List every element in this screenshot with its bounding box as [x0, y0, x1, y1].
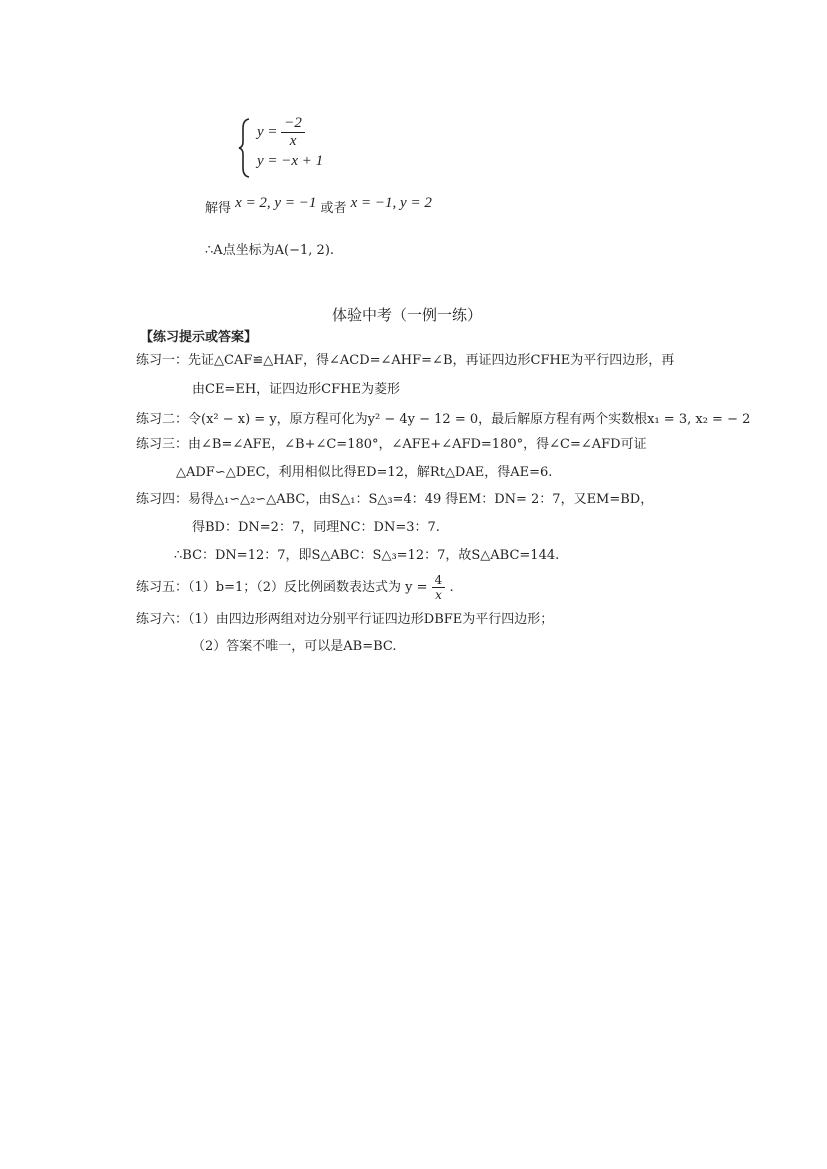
exercise-6-line-2: （2）答案不唯一，可以是AB=BC. [192, 639, 397, 654]
exercise-5-suffix: . [449, 580, 454, 595]
hints-heading: 【练习提示或答案】 [140, 330, 258, 345]
exercise-4-line-3: ∴BC：DN=12：7，即S△ABC：S△₃=12：7，故S△ABC=144. [174, 548, 560, 563]
exercise-3-line-2: △ADF∽△DEC，利用相似比得ED=12，解Rt△DAE，得AE=6. [176, 465, 553, 480]
exercise-5-fraction [432, 574, 446, 601]
exercise-2-line-1: 练习二：令(x² − x) = y，原方程可化为y² − 4y − 12 = 0，最后解原方程有两个实数根x₁ = 3, x₂ = − 2 [136, 412, 751, 427]
exercise-1-line-1: 练习一：先证△CAF≌△HAF，得∠ACD=∠AHF=∠B，再证四边形CFHE为平行四边形，再 [136, 353, 675, 368]
exercise-5-prefix: 练习五：（1）b=1；（2）反比例函数表达式为 y = [136, 580, 428, 595]
exercise-6-line-1: 练习六：（1）由四边形两组对边分别平行证四边形DBFE为平行四边形； [136, 612, 554, 627]
fraction-numerator: −2 [281, 116, 305, 133]
section-title: 体验中考（一例一练） [332, 306, 483, 324]
equation-2: y = −x + 1 [257, 153, 324, 169]
fraction-denominator: x [435, 588, 442, 602]
exercise-5 [136, 574, 454, 601]
fraction-denominator: x [289, 133, 297, 149]
solution-prefix: 解得 [205, 201, 232, 216]
fraction-numerator: 4 [432, 574, 446, 588]
solution-1: x = 2, y = −1 [235, 195, 317, 211]
exercise-1-line-2: 由CE=EH，证四边形CFHE为菱形 [192, 382, 400, 397]
equation-1 [257, 116, 305, 149]
solution-line [205, 195, 432, 219]
equation-1-lhs: y = [257, 123, 278, 140]
exercise-4-line-1: 练习四：易得△₁∽△₂∽△ABC，由S△₁：S△₃=4：49 得EM：DN= 2：7，又EM=BD， [136, 492, 654, 507]
solution-middle: 或者 [320, 201, 347, 216]
exercise-3-line-1: 练习三：由∠B=∠AFE，∠B+∠C=180°，∠AFE+∠AFD=180°，得∠C=∠AFD可证 [136, 437, 647, 452]
conclusion: ∴A点坐标为A(−1, 2). [205, 243, 335, 258]
exercise-4-line-2: 得BD：DN=2：7，同理NC：DN=3：7. [192, 520, 440, 535]
brace-icon [238, 118, 250, 178]
equation-1-fraction [281, 116, 305, 149]
solution-2: x = −1, y = 2 [350, 195, 432, 211]
